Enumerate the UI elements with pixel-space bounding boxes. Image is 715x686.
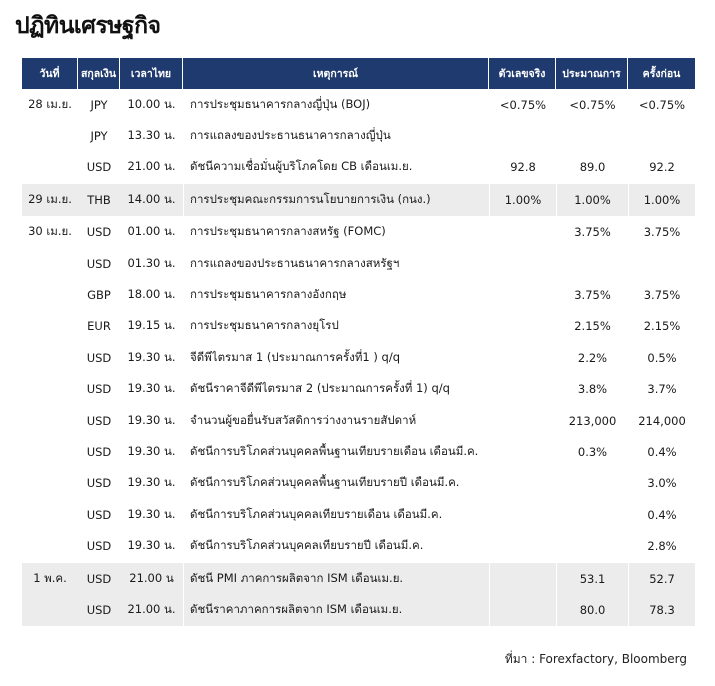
economic-calendar-table xyxy=(22,58,695,626)
cell-currency: USD xyxy=(86,350,112,365)
cell-event: การประชุมธนาคารกลางสหรัฐ (FOMC) xyxy=(183,216,489,248)
cell-currency: USD xyxy=(86,444,112,459)
cell-actual xyxy=(489,530,556,561)
cell-actual: 92.8 xyxy=(489,152,556,183)
cell-event: การแถลงของประธานธนาคารกลางญี่ปุ่น xyxy=(183,120,489,151)
cell-event: ดัชนีการบริโภคส่วนบุคคลพื้นฐานเทียบรายปี เดือนมี.ค. xyxy=(183,468,489,499)
cell-event: ดัชนีการบริโภคส่วนบุคคลเทียบรายเดือน เดือนมี.ค. xyxy=(183,499,489,530)
cell-time: 10.00 น. xyxy=(127,96,176,111)
cell-currency: USD xyxy=(86,256,112,271)
cell-previous: 0.5% xyxy=(628,342,695,373)
cell-actual: <0.75% xyxy=(489,89,556,120)
cell-actual xyxy=(489,216,556,248)
cell-actual xyxy=(489,594,556,625)
header-forecast: ประมาณการ xyxy=(556,58,628,89)
cell-date: 1 พ.ค. xyxy=(22,562,78,594)
cell-date: 28 เม.ย. xyxy=(28,96,72,111)
cell-time: 19.30 น. xyxy=(127,538,176,553)
table-row xyxy=(22,216,695,248)
cell-date xyxy=(22,311,78,342)
cell-previous: <0.75% xyxy=(628,89,695,120)
cell-currency: USD xyxy=(86,507,112,522)
cell-actual xyxy=(489,499,556,530)
header-previous: ครั้งก่อน xyxy=(628,58,695,89)
cell-previous: 3.75% xyxy=(628,279,695,310)
cell-event: ดัชนีความเชื่อมั่นผู้บริโภคโดย CB เดือนเม.ย. xyxy=(183,152,489,183)
cell-forecast xyxy=(556,499,628,530)
cell-date xyxy=(22,594,78,625)
table-body xyxy=(22,89,695,626)
header-time: เวลาไทย xyxy=(120,58,183,89)
cell-forecast: 89.0 xyxy=(556,152,628,183)
cell-date xyxy=(22,120,78,151)
cell-forecast xyxy=(556,120,628,151)
cell-actual xyxy=(489,562,556,594)
cell-actual xyxy=(489,374,556,405)
cell-time: 19.30 น. xyxy=(127,443,176,458)
cell-actual xyxy=(489,311,556,342)
cell-time: 19.30 น. xyxy=(127,381,176,396)
header-event: เหตุการณ์ xyxy=(183,58,489,89)
cell-date xyxy=(22,405,78,436)
cell-event: การแถลงของประธานธนาคารกลางสหรัฐฯ xyxy=(183,248,489,279)
source-note: ที่มา : Forexfactory, Bloomberg xyxy=(504,652,687,666)
header-date: วันที่ xyxy=(22,58,78,89)
cell-forecast: 2.2% xyxy=(556,342,628,373)
cell-currency: GBP xyxy=(87,288,111,303)
cell-previous xyxy=(628,120,695,151)
table-row xyxy=(22,120,695,151)
table-row xyxy=(22,468,695,499)
cell-time: 01.00 น. xyxy=(120,216,183,248)
cell-forecast: <0.75% xyxy=(556,89,628,120)
cell-forecast: 3.75% xyxy=(556,216,628,248)
header-currency: สกุลเงิน xyxy=(78,58,120,89)
cell-date: 30 เม.ย. xyxy=(22,216,78,248)
cell-event: การประชุมคณะกรรมการนโยบายการเงิน (กนง.) xyxy=(183,183,489,215)
cell-event: การประชุมธนาคารกลางอังกฤษ xyxy=(183,279,489,310)
cell-actual xyxy=(489,279,556,310)
cell-currency: USD xyxy=(86,160,112,175)
table-row xyxy=(22,342,695,373)
cell-currency: USD xyxy=(78,562,120,594)
cell-date xyxy=(22,342,78,373)
cell-date xyxy=(22,436,78,467)
cell-date xyxy=(22,248,78,279)
cell-previous: 2.15% xyxy=(628,311,695,342)
cell-currency: USD xyxy=(86,476,112,491)
table-row xyxy=(22,562,695,594)
cell-previous: 1.00% xyxy=(628,183,695,215)
cell-date xyxy=(22,279,78,310)
cell-currency: USD xyxy=(86,413,112,428)
cell-forecast: 80.0 xyxy=(556,594,628,625)
table-header xyxy=(22,58,695,89)
cell-previous: 214,000 xyxy=(628,405,695,436)
cell-forecast: 3.75% xyxy=(556,279,628,310)
cell-previous: 52.7 xyxy=(628,562,695,594)
table-row xyxy=(22,152,695,183)
cell-currency: JPY xyxy=(90,129,108,144)
header-actual: ตัวเลขจริง xyxy=(489,58,556,89)
cell-actual xyxy=(489,468,556,499)
cell-event: ดัชนีราคาจีดีพีไตรมาส 2 (ประมาณการครั้งที่ 1) q/q xyxy=(183,374,489,405)
header-row xyxy=(22,58,695,89)
cell-event: ดัชนี PMI ภาคการผลิตจาก ISM เดือนเม.ย. xyxy=(183,562,489,594)
cell-event: ดัชนีราคาภาคการผลิตจาก ISM เดือนเม.ย. xyxy=(183,594,489,625)
cell-forecast xyxy=(556,468,628,499)
cell-time: 01.30 น. xyxy=(127,255,176,270)
cell-previous: 3.75% xyxy=(628,216,695,248)
cell-time: 19.30 น. xyxy=(127,349,176,364)
table-row xyxy=(22,594,695,625)
cell-date xyxy=(22,499,78,530)
table-row xyxy=(22,374,695,405)
cell-event: ดัชนีการบริโภคส่วนบุคคลเทียบรายปี เดือนมี.ค. xyxy=(183,530,489,561)
cell-actual xyxy=(489,120,556,151)
cell-date: 29 เม.ย. xyxy=(22,183,78,215)
cell-date xyxy=(22,468,78,499)
cell-forecast xyxy=(556,530,628,561)
table-row xyxy=(22,248,695,279)
cell-previous: 92.2 xyxy=(628,152,695,183)
cell-forecast: 0.3% xyxy=(556,436,628,467)
cell-currency: JPY xyxy=(90,97,108,112)
cell-previous: 78.3 xyxy=(628,594,695,625)
cell-previous: 3.7% xyxy=(628,374,695,405)
cell-currency: USD xyxy=(78,216,120,248)
cell-forecast: 2.15% xyxy=(556,311,628,342)
cell-time: 13.30 น. xyxy=(127,128,176,143)
cell-time: 14.00 น. xyxy=(120,183,183,215)
cell-time: 21.00 น xyxy=(120,562,183,594)
table-row xyxy=(22,89,695,120)
cell-time: 19.15 น. xyxy=(127,318,176,333)
cell-forecast: 213,000 xyxy=(556,405,628,436)
cell-previous: 0.4% xyxy=(628,436,695,467)
cell-time: 19.30 น. xyxy=(127,475,176,490)
cell-forecast: 3.8% xyxy=(556,374,628,405)
cell-time: 21.00 น. xyxy=(120,594,183,625)
cell-time: 19.30 น. xyxy=(127,412,176,427)
cell-event: ดัชนีการบริโภคส่วนบุคคลพื้นฐานเทียบรายเดือน เดือนมี.ค. xyxy=(183,436,489,467)
table-row xyxy=(22,405,695,436)
table-row xyxy=(22,279,695,310)
cell-previous: 0.4% xyxy=(628,499,695,530)
cell-previous: 3.0% xyxy=(628,468,695,499)
cell-actual: 1.00% xyxy=(489,183,556,215)
cell-date xyxy=(22,152,78,183)
cell-forecast: 53.1 xyxy=(556,562,628,594)
cell-previous xyxy=(628,248,695,279)
cell-event: การประชุมธนาคารกลางญี่ปุ่น (BOJ) xyxy=(183,89,489,120)
cell-currency: USD xyxy=(86,382,112,397)
cell-forecast xyxy=(556,248,628,279)
cell-time: 21.00 น. xyxy=(127,159,176,174)
cell-actual xyxy=(489,248,556,279)
cell-event: การประชุมธนาคารกลางยุโรป xyxy=(183,311,489,342)
table-row xyxy=(22,530,695,561)
cell-currency: USD xyxy=(78,594,120,625)
cell-actual xyxy=(489,405,556,436)
cell-time: 18.00 น. xyxy=(127,287,176,302)
cell-time: 19.30 น. xyxy=(127,506,176,521)
table-row xyxy=(22,183,695,215)
cell-previous: 2.8% xyxy=(628,530,695,561)
cell-currency: USD xyxy=(86,539,112,554)
cell-date xyxy=(22,374,78,405)
cell-actual xyxy=(489,342,556,373)
page-title: ปฏิทินเศรษฐกิจ xyxy=(15,13,161,39)
cell-date xyxy=(22,530,78,561)
cell-currency: EUR xyxy=(87,319,111,334)
table-row xyxy=(22,436,695,467)
cell-currency: THB xyxy=(78,183,120,215)
cell-event: จีดีพีไตรมาส 1 (ประมาณการครั้งที่1 ) q/q xyxy=(183,342,489,373)
table-row xyxy=(22,311,695,342)
cell-event: จำนวนผู้ขอยื่นรับสวัสดิการว่างงานรายสัปดาห์ xyxy=(183,405,489,436)
cell-actual xyxy=(489,436,556,467)
cell-forecast: 1.00% xyxy=(556,183,628,215)
table-row xyxy=(22,499,695,530)
